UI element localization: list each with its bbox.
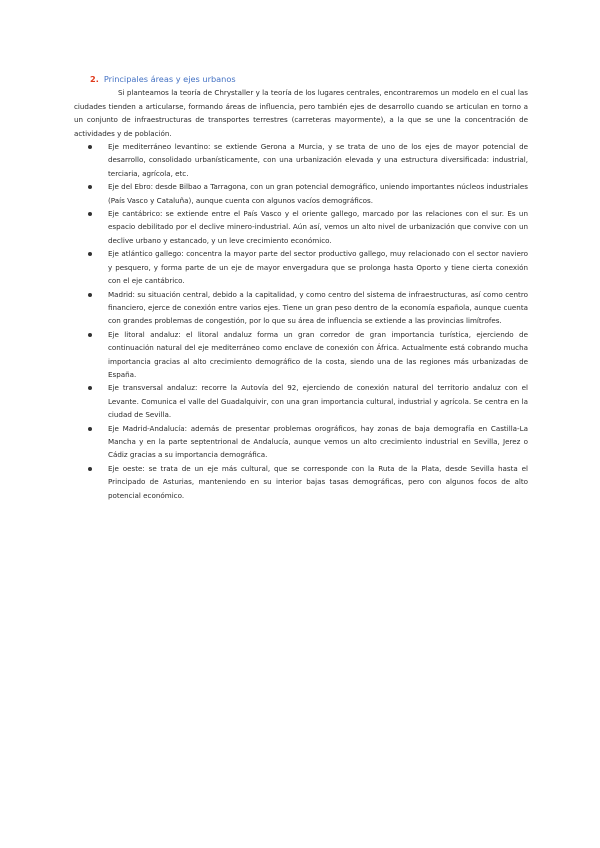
list-item bbox=[74, 462, 528, 502]
list-item-text: Eje transversal andaluz: recorre la Autovía del 92, ejerciendo de conexión natural del territorio andaluz con el Levante. Comunica el valle del Guadalquivir, con una gran importancia cultural, industrial y agrícola. Se centra en la ciudad de Sevilla. bbox=[108, 383, 528, 420]
bullet-icon bbox=[88, 333, 92, 337]
document-body bbox=[74, 73, 528, 502]
list-item bbox=[74, 180, 528, 207]
bullet-icon bbox=[88, 185, 92, 189]
bullet-icon bbox=[88, 293, 92, 297]
list-item-text: Eje mediterráneo levantino: se extiende Gerona a Murcia, y se trata de uno de los ejes de mayor potencial de desarrollo, consolidado urbanísticamente, con una urbanización elevada y una estructura diversificada: industrial, terciaria, agrícola, etc. bbox=[108, 142, 528, 178]
bullet-icon bbox=[88, 386, 92, 390]
section-number: 2. bbox=[90, 74, 99, 84]
bullet-icon bbox=[88, 145, 92, 149]
bullet-icon bbox=[88, 252, 92, 256]
list-item bbox=[74, 247, 528, 287]
section-heading bbox=[90, 73, 528, 86]
list-item-text: Eje litoral andaluz: el litoral andaluz forma un gran corredor de gran importancia turística, ejerciendo de continuación natural del eje mediterráneo como enclave de conexión con África. Actualmente está cobrando mucha importancia gracias al alto crecimiento demográfico de la costa, siendo una de las regiones más urbanizadas de España. bbox=[108, 329, 528, 379]
list-item bbox=[74, 381, 528, 421]
bullet-icon bbox=[88, 427, 92, 431]
list-item bbox=[74, 422, 528, 462]
list-item bbox=[74, 207, 528, 247]
axes-list bbox=[74, 140, 528, 502]
bullet-icon bbox=[88, 212, 92, 216]
list-item bbox=[74, 140, 528, 180]
list-item bbox=[74, 328, 528, 382]
list-item-text: Eje atlántico gallego: concentra la mayor parte del sector productivo gallego, muy relacionado con el sector naviero y pesquero, y forma parte de un eje de mayor envergadura que se prolonga hasta Oporto y tiene cierta conexión con el eje cantábrico. bbox=[108, 249, 528, 286]
list-item-text: Eje cantábrico: se extiende entre el País Vasco y el oriente gallego, marcado por las relaciones con el sur. Es un espacio debilitado por el declive minero-industrial. Aún así, vemos un alto nivel de urbanización que convive con un declive urbano y estancado, y un leve crecimiento económico. bbox=[108, 209, 528, 245]
list-item-text: Eje oeste: se trata de un eje más cultural, que se corresponde con la Ruta de la Plata, desde Sevilla hasta el Principado de Asturias, manteniendo en su interior bajas tasas demográficas, pero con algunos focos de alto potencial económico. bbox=[108, 463, 528, 500]
list-item-text: Madrid: su situación central, debido a la capitalidad, y como centro del sistema de infraestructuras, así como centro financiero, ejerce de conexión entre varios ejes. Tiene un gran peso dentro de la economía española, aunque cuenta con grandes problemas de congestión, por lo que su área de influencia se extiende a las provincias limítrofes. bbox=[108, 289, 528, 326]
list-item bbox=[74, 288, 528, 328]
list-item-text: Eje Madrid-Andalucía: además de presentar problemas orográficos, hay zonas de baja demografía en Castilla-La Mancha y en la parte septentrional de Andalucía, aunque vemos un alto crecimiento industrial en Sevilla, Jerez o Cádiz gracias a su importancia demográfica. bbox=[108, 423, 528, 460]
section-title: Principales áreas y ejes urbanos bbox=[103, 74, 236, 84]
intro-paragraph: Si planteamos la teoría de Chrystaller y la teoría de los lugares centrales, encontraremos un modelo en el cual las ciudades tienden a articularse, formando áreas de influencia, pero también ejes de desarrollo cuando se articulan en torno a un conjunto de infraestructuras de transportes terrestres (carreteras mayormente), a la que se une la concentración de actividades y de población. bbox=[74, 88, 528, 138]
bullet-icon bbox=[88, 467, 92, 471]
list-item-text: Eje del Ebro: desde Bilbao a Tarragona, con un gran potencial demográfico, uniendo importantes núcleos industriales (País Vasco y Cataluña), aunque cuenta con algunos vacíos demográficos. bbox=[108, 182, 528, 205]
